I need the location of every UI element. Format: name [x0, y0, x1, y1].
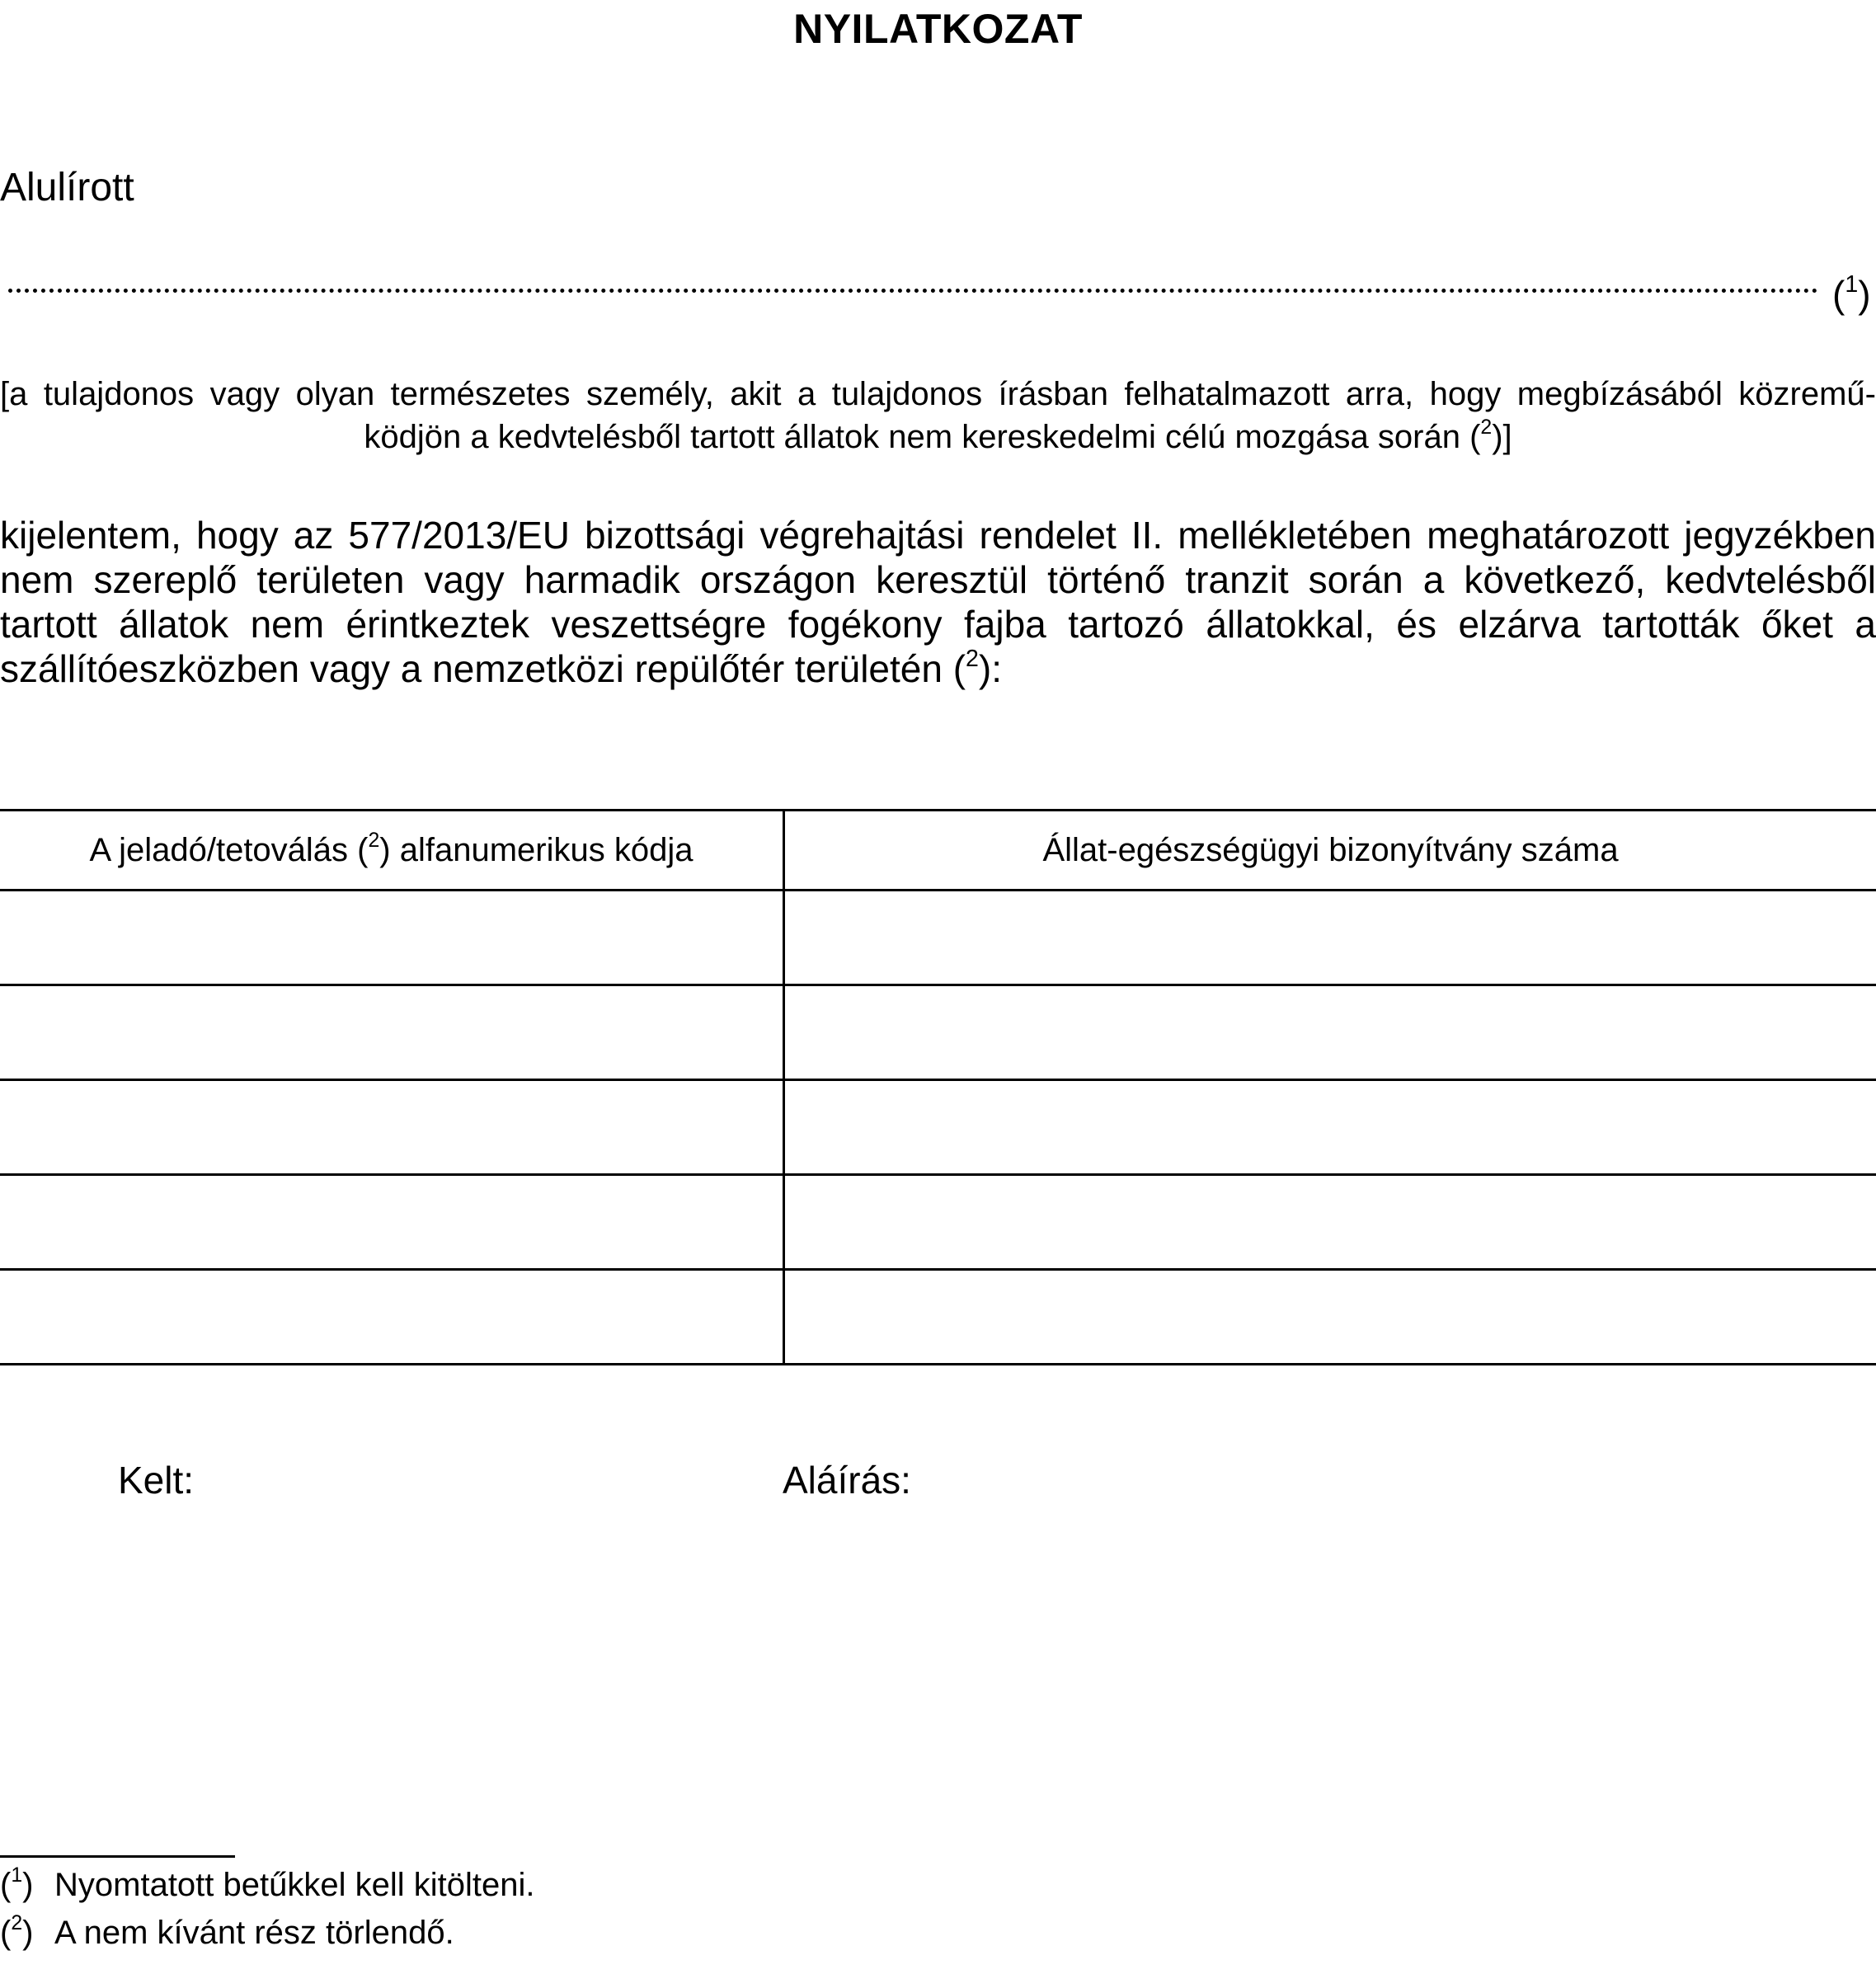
- footnote-1: [0, 1864, 535, 1904]
- declaration-line-2: nem szereplő területen vagy harmadik országon keresztül történő tranzit során a következő, kedvtelésből: [0, 558, 1876, 601]
- table-row: [0, 891, 1876, 985]
- footnote-1-text: Nyomtatott betűkkel kell kitölteni.: [54, 1867, 535, 1903]
- declaration-paragraph: [0, 513, 1876, 691]
- table-row: [0, 1270, 1876, 1365]
- table-row: [0, 1080, 1876, 1175]
- certificate-number-cell[interactable]: [784, 891, 1876, 985]
- owner-note: [0, 373, 1876, 458]
- footnote-2-marker: ($^2$): [0, 1912, 34, 1951]
- owner-note-line-1: [a tulajdonos vagy olyan természetes személy, akit a tulajdonos írásban felhatalmazott arra, hogy megbízásából közremű-: [0, 376, 1876, 412]
- table-row: [0, 985, 1876, 1080]
- certificate-number-cell[interactable]: [784, 1270, 1876, 1365]
- declaration-line-1: kijelentem, hogy az 577/2013/EU bizottsági végrehajtási rendelet II. mellékletében meghatározott jegyzékben: [0, 514, 1876, 557]
- footnote-2: [0, 1912, 454, 1952]
- footnote-2-text: A nem kívánt rész törlendő.: [54, 1915, 454, 1951]
- document-title: NYILATKOZAT: [793, 6, 1083, 52]
- table-row: [0, 1175, 1876, 1270]
- transponder-code-cell[interactable]: [0, 1270, 784, 1365]
- table-header-row: [0, 811, 1876, 891]
- signature-label: Aláírás:: [783, 1459, 911, 1502]
- undersigned-label: Alulírott: [0, 166, 134, 209]
- footnote-1-marker: ($^1$): [0, 1864, 34, 1903]
- certificate-number-header: Állat-egészségügyi bizonyítvány száma: [784, 811, 1876, 891]
- transponder-code-header: A jeladó/tetoválás ($^2$) alfanumerikus kódja: [0, 811, 784, 891]
- certificate-number-cell[interactable]: [784, 1175, 1876, 1270]
- name-footnote-ref: ($^1$): [1832, 270, 1871, 316]
- transponder-code-cell[interactable]: [0, 1175, 784, 1270]
- transponder-table: [0, 809, 1876, 1365]
- date-label: Kelt:: [118, 1459, 195, 1502]
- owner-note-line-2: ködjön a kedvtelésből tartott állatok nem kereskedelmi célú mozgása során ($^2$)]: [364, 416, 1512, 455]
- transponder-code-cell[interactable]: [0, 1080, 784, 1175]
- declaration-line-4: szállítóeszközben vagy a nemzetközi repülőtér területén ($^2$):: [0, 645, 1003, 690]
- transponder-code-cell[interactable]: [0, 985, 784, 1080]
- transponder-code-cell[interactable]: [0, 891, 784, 985]
- footnote-separator: [0, 1855, 235, 1858]
- certificate-number-cell[interactable]: [784, 985, 1876, 1080]
- certificate-number-cell[interactable]: [784, 1080, 1876, 1175]
- name-fill-line[interactable]: [8, 289, 1818, 293]
- declaration-line-3: tartott állatok nem érintkeztek veszettségre fogékony fajba tartozó állatokkal, és elzárva tartották őket a: [0, 603, 1876, 646]
